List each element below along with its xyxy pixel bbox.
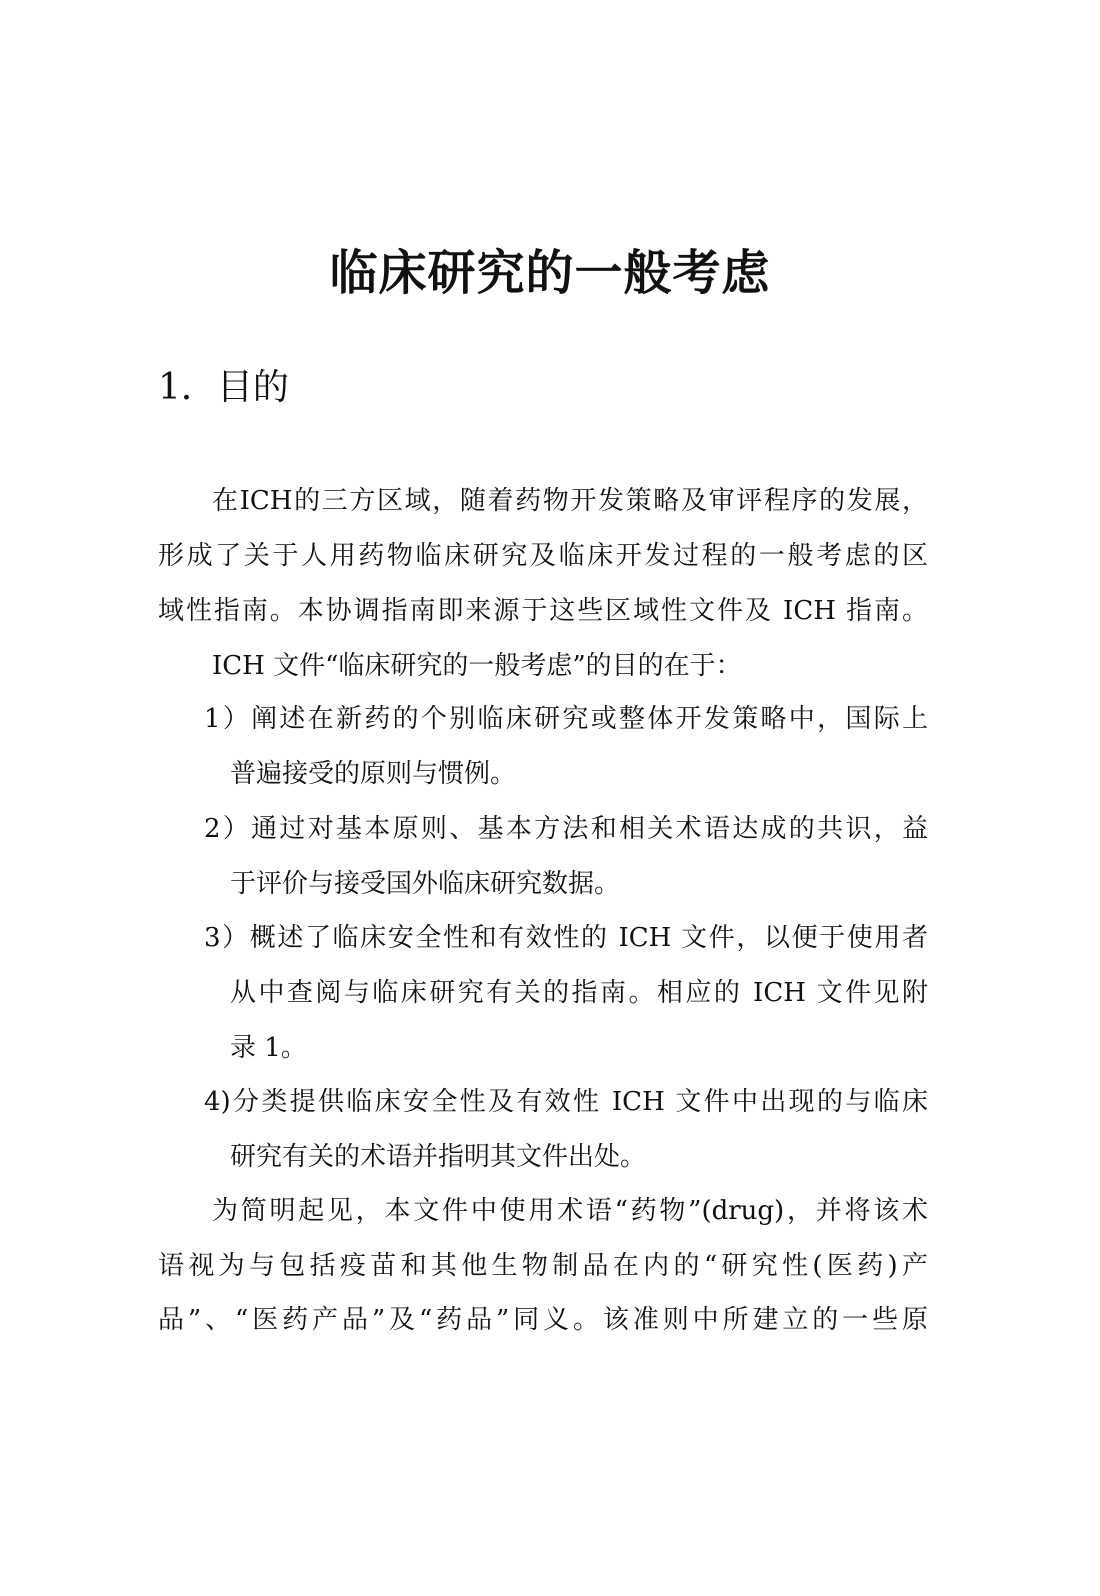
list-item-4-line-1: 4)分类提供临床安全性及有效性 ICH 文件中出现的与临床 xyxy=(204,1087,928,1117)
list-item-1-line-1: 1）阐述在新药的个别临床研究或整体开发策略中，国际上 xyxy=(204,704,928,734)
para3-line-1: 为简明起见，本文件中使用术语“药物”(drug)，并将该术 xyxy=(212,1196,928,1226)
para2-line-1: ICH 文件“临床研究的一般考虑”的目的在于： xyxy=(212,651,742,681)
list-item-4-line-2: 研究有关的术语并指明其文件出处。 xyxy=(230,1142,647,1172)
page-title: 临床研究的一般考虑 xyxy=(329,245,771,301)
list-item-2-line-2: 于评价与接受国外临床研究数据。 xyxy=(230,869,621,899)
list-item-3-line-2: 从中查阅与临床研究有关的指南。相应的 ICH 文件见附 xyxy=(230,978,928,1008)
list-item-1-line-2: 普遍接受的原则与惯例。 xyxy=(230,759,517,789)
para1-line-3: 域性指南。本协调指南即来源于这些区域性文件及 ICH 指南。 xyxy=(158,596,928,626)
para1-line-1: 在ICH的三方区域，随着药物开发策略及审评程序的发展， xyxy=(212,486,928,516)
list-item-2-line-1: 2）通过对基本原则、基本方法和相关术语达成的共识，益 xyxy=(204,814,928,844)
para3-line-2: 语视为与包括疫苗和其他生物制品在内的“研究性(医药)产 xyxy=(158,1251,928,1281)
section-heading xyxy=(158,360,289,416)
list-item-3-line-1: 3）概述了临床安全性和有效性的 ICH 文件，以便于使用者 xyxy=(204,923,928,953)
section-heading-text: 目的 xyxy=(216,367,289,408)
para1-line-2: 形成了关于人用药物临床研究及临床开发过程的一般考虑的区 xyxy=(158,541,928,571)
list-item-3-line-3: 录 1。 xyxy=(230,1033,307,1063)
para3-line-3: 品”、“医药产品”及“药品”同义。该准则中所建立的一些原 xyxy=(158,1305,928,1335)
section-number: 1． xyxy=(158,367,217,408)
